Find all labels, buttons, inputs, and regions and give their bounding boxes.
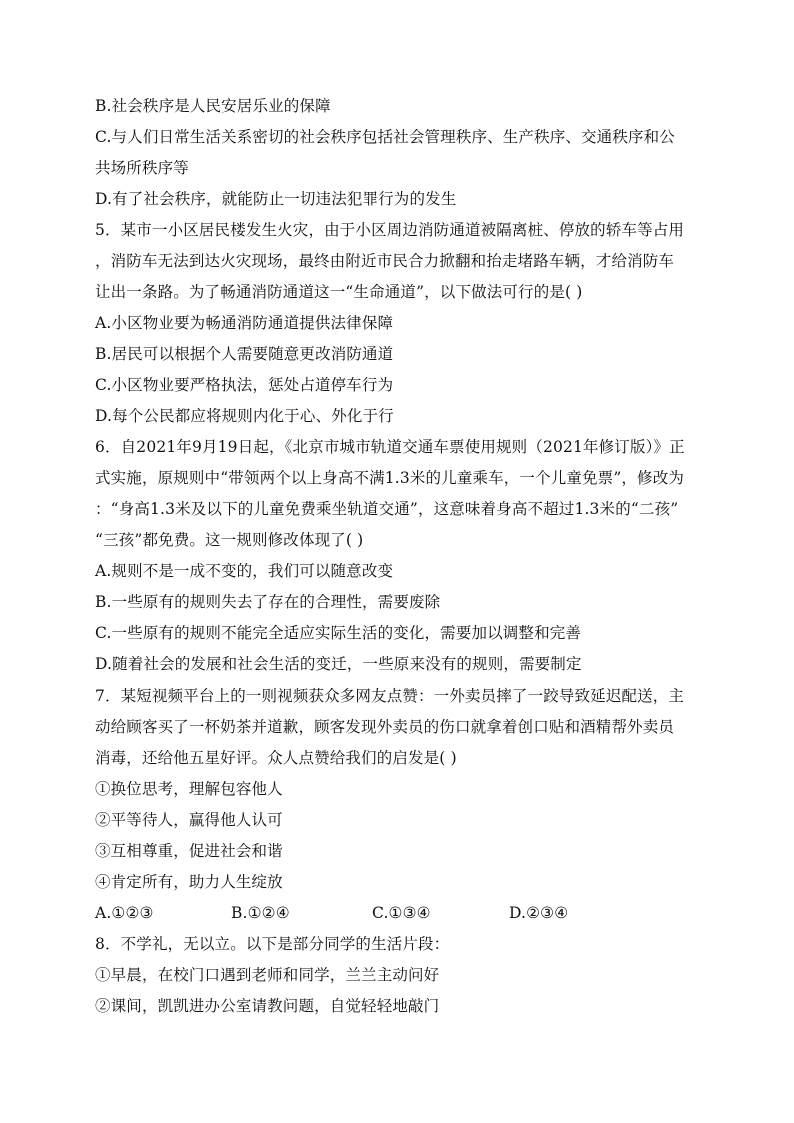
q6-option-d: D.随着社会的发展和社会生活的变迁，一些原来没有的规则，需要制定	[95, 655, 582, 673]
q5-stem-line2: ，消防车无法到达火灾现场，最终由附近市民合力掀翻和抬走堵路车辆，才给消防车	[95, 252, 675, 270]
q8-item-2: ②课间，凯凯进办公室请教问题，自觉轻轻地敲门	[95, 997, 440, 1015]
q7-option-a: A.①②③	[95, 904, 154, 922]
q6-stem-line2: 式实施，原规则中“带领两个以上身高不满1.3米的儿童乘车，一个儿童免票”，修改为	[95, 469, 685, 487]
q7-stem-line1: 7．某短视频平台上的一则视频获众多网友点赞：一外卖员摔了一跤导致延迟配送，主	[95, 687, 685, 705]
q4-option-c-line2: 共场所秩序等	[95, 159, 189, 177]
q7-statement-2: ②平等待人，赢得他人认可	[95, 811, 283, 829]
q5-option-d: D.每个公民都应将规则内化于心、外化于行	[95, 407, 394, 425]
q5-option-a: A.小区物业要为畅通消防通道提供法律保障	[95, 314, 394, 332]
q7-option-b: B.①②④	[231, 904, 290, 922]
q6-option-b: B.一些原有的规则失去了存在的合理性，需要废除	[95, 593, 441, 611]
q5-stem-line1: 5．某市一小区居民楼发生火灾，由于小区周边消防通道被隔离桩、停放的轿车等占用	[95, 221, 685, 239]
q7-stem-line2: 动给顾客买了一杯奶茶并道歉，顾客发现外卖员的伤口就拿着创口贴和酒精帮外卖员	[95, 718, 675, 736]
q6-stem-line3: ：“身高1.3米及以下的儿童免费乘坐轨道交通”，这意味着身高不超过1.3米的“二孩”	[95, 500, 679, 518]
q7-statement-3: ③互相尊重，促进社会和谐	[95, 842, 283, 860]
q6-stem-line1: 6．自2021年9月19日起，《北京市城市轨道交通车票使用规则（2021年修订版）》正	[95, 438, 685, 456]
q5-option-b: B.居民可以根据个人需要随意更改消防通道	[95, 345, 394, 363]
q6-option-a: A.规则不是一成不变的，我们可以随意改变	[95, 562, 394, 580]
q6-option-c: C.一些原有的规则不能完全适应实际生活的变化，需要加以调整和完善	[95, 624, 582, 642]
q5-stem-line3: 让出一条路。为了畅通消防通道这一“生命通道”，以下做法可行的是( )	[95, 283, 583, 301]
q7-statement-1: ①换位思考，理解包容他人	[95, 780, 283, 798]
q4-option-b: B.社会秩序是人民安居乐业的保障	[95, 97, 331, 115]
q4-option-d: D.有了社会秩序，就能防止一切违法犯罪行为的发生	[95, 190, 457, 208]
q4-option-c-line1: C.与人们日常生活关系密切的社会秩序包括社会管理秩序、生产秩序、交通秩序和公	[95, 128, 675, 146]
q7-option-d: D.②③④	[509, 904, 569, 922]
q5-option-c: C.小区物业要严格执法，惩处占道停车行为	[95, 376, 394, 394]
q7-statement-4: ④肯定所有，助力人生绽放	[95, 873, 283, 891]
q7-stem-line3: 消毒，还给他五星好评。众人点赞给我们的启发是( )	[95, 749, 457, 767]
q7-option-c: C.①③④	[372, 904, 431, 922]
q6-stem-line4: “三孩”都免费。这一规则修改体现了( )	[95, 531, 364, 549]
q8-item-1: ①早晨，在校门口遇到老师和同学，兰兰主动问好	[95, 966, 440, 984]
q8-stem-line1: 8．不学礼，无以立。以下是部分同学的生活片段：	[95, 935, 450, 953]
